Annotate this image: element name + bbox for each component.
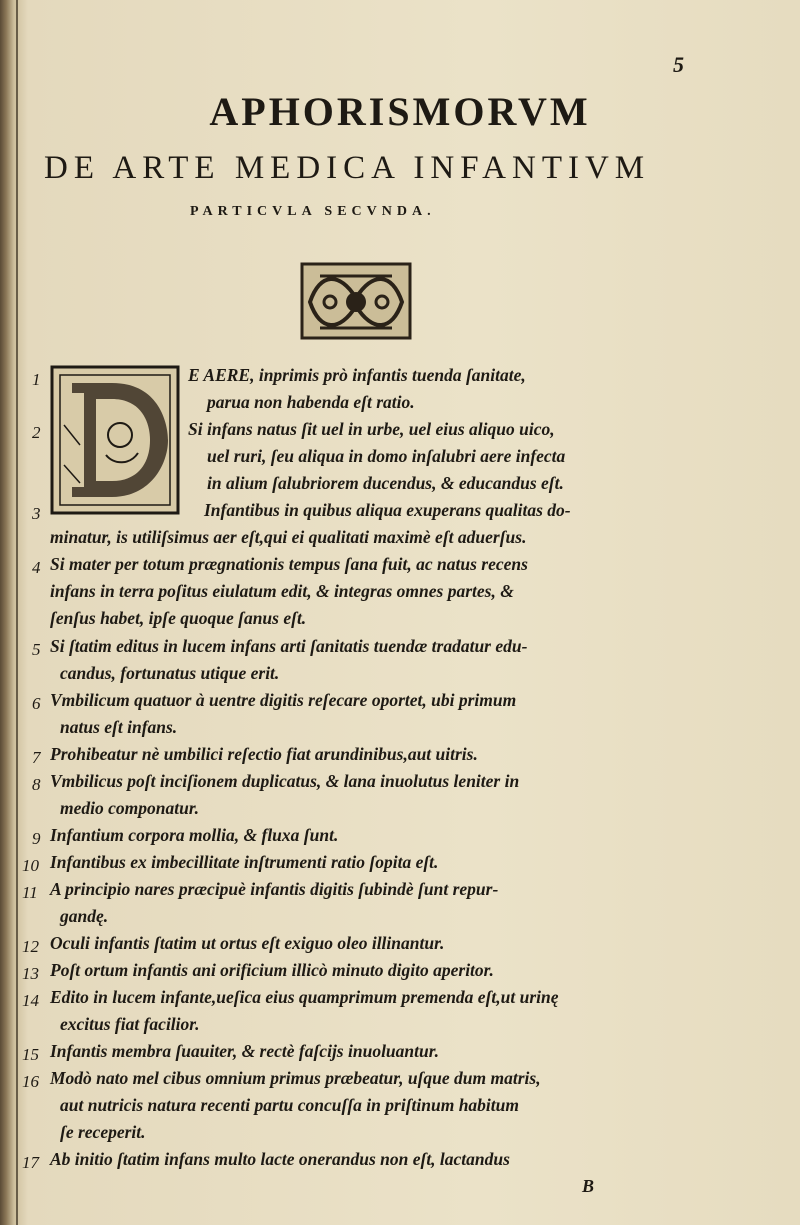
aphorism-number: 7 bbox=[32, 748, 41, 767]
aphorism-number: 1 bbox=[32, 370, 41, 389]
aphorism-line: Infantis membra ſuauiter, & rectè faſcijs inuoluantur. bbox=[50, 1041, 439, 1061]
aphorism-line: medio componatur. bbox=[60, 798, 200, 818]
aphorism-line: Si infans natus ſit uel in urbe, uel eius aliquo uico, bbox=[188, 419, 555, 439]
page-title: APHORISMORVM bbox=[209, 89, 591, 134]
aphorism-line: infans in terra poſitus eiulatum edit, & integras omnes partes, & bbox=[50, 581, 514, 601]
binding-gutter bbox=[16, 0, 18, 1225]
aphorism-number: 2 bbox=[32, 423, 41, 442]
aphorism-line: natus eſt infans. bbox=[60, 717, 178, 737]
aphorism-line: Infantibus ex imbecillitate inſtrumenti ratio ſopita eſt. bbox=[50, 852, 439, 872]
aphorism-line: Si ſtatim editus in lucem infans arti ſanitatis tuendæ tradatur edu- bbox=[50, 636, 528, 656]
aphorism-line: Poſt ortum infantis ani orificium illicò minuto digito aperitor. bbox=[50, 960, 494, 980]
aphorism-line: parua non habenda eſt ratio. bbox=[207, 392, 415, 412]
aphorism-number: 12 bbox=[22, 937, 39, 956]
aphorism-number: 9 bbox=[32, 829, 41, 848]
aphorism-line: Oculi infantis ſtatim ut ortus eſt exiguo oleo illinantur. bbox=[50, 933, 445, 953]
decorated-initial-letter bbox=[50, 365, 180, 515]
aphorism-line: Si mater per totum prægnationis tempus ſana fuit, ac natus recens bbox=[50, 554, 528, 574]
aphorism-number: 15 bbox=[22, 1045, 39, 1064]
aphorism-number: 14 bbox=[22, 991, 39, 1010]
aphorism-number: 8 bbox=[32, 775, 41, 794]
aphorism-line: A principio nares præcipuè infantis digitis ſubindè ſunt repur- bbox=[50, 879, 499, 899]
aphorism-line: ſenſus habet, ipſe quoque ſanus eſt. bbox=[50, 608, 307, 628]
aphorism-line: aut nutricis natura recenti partu concuſſa in priſtinum habitum bbox=[60, 1095, 519, 1115]
aphorism-line: Modò nato mel cibus omnium primus præbeatur, uſque dum matris, bbox=[50, 1068, 541, 1088]
page-subtitle: DE ARTE MEDICA INFANTIVM bbox=[44, 150, 651, 186]
aphorism-line: Infantibus in quibus aliqua exuperans qualitas do- bbox=[204, 500, 571, 520]
aphorism-line: Edito in lucem infante,ueſica eius quamprimum premenda eſt,ut urinę bbox=[50, 987, 559, 1007]
aphorism-number: 13 bbox=[22, 964, 39, 983]
aphorism-number: 5 bbox=[32, 640, 41, 659]
aphorism-number: 11 bbox=[22, 883, 38, 902]
signature-mark: B bbox=[582, 1176, 595, 1196]
aphorism-line: in alium ſalubriorem ducendus, & educandus eſt. bbox=[207, 473, 564, 493]
aphorism-number: 3 bbox=[32, 504, 41, 523]
aphorism-line: Infantium corpora mollia, & fluxa ſunt. bbox=[50, 825, 339, 845]
section-heading: PARTICVLA SECVNDA. bbox=[190, 204, 436, 219]
aphorism-line: gandę. bbox=[60, 906, 109, 926]
aphorism-line: E AERE, inprimis prò infantis tuenda ſanitate, bbox=[188, 365, 526, 385]
aphorism-line: minatur, is utiliſsimus aer eſt,qui ei qualitati maximè eſt aduerſus. bbox=[50, 527, 527, 547]
aphorism-line: excitus fiat facilior. bbox=[60, 1014, 200, 1034]
aphorism-line: candus, fortunatus utique erit. bbox=[60, 663, 280, 683]
aphorism-line: uel ruri, ſeu aliqua in domo inſalubri aere infecta bbox=[207, 446, 566, 466]
aphorism-line: Ab initio ſtatim infans multo lacte onerandus non eſt, lactandus bbox=[50, 1149, 510, 1169]
aphorism-number: 16 bbox=[22, 1072, 39, 1091]
page-number: 5 bbox=[673, 52, 684, 77]
aphorism-number: 6 bbox=[32, 694, 41, 713]
aphorism-line: Prohibeatur nè umbilici reſectio fiat arundinibus,aut uitris. bbox=[50, 744, 478, 764]
aphorism-number: 4 bbox=[32, 558, 41, 577]
aphorism-line: Vmbilicum quatuor à uentre digitis reſecare oportet, ubi primum bbox=[50, 690, 517, 710]
aphorism-number: 17 bbox=[22, 1153, 39, 1172]
woodcut-ornament bbox=[300, 262, 412, 340]
aphorism-line: ſe receperit. bbox=[60, 1122, 146, 1142]
aphorism-line: Vmbilicus poſt inciſionem duplicatus, & lana inuolutus leniter in bbox=[50, 771, 520, 791]
aphorism-number: 10 bbox=[22, 856, 39, 875]
